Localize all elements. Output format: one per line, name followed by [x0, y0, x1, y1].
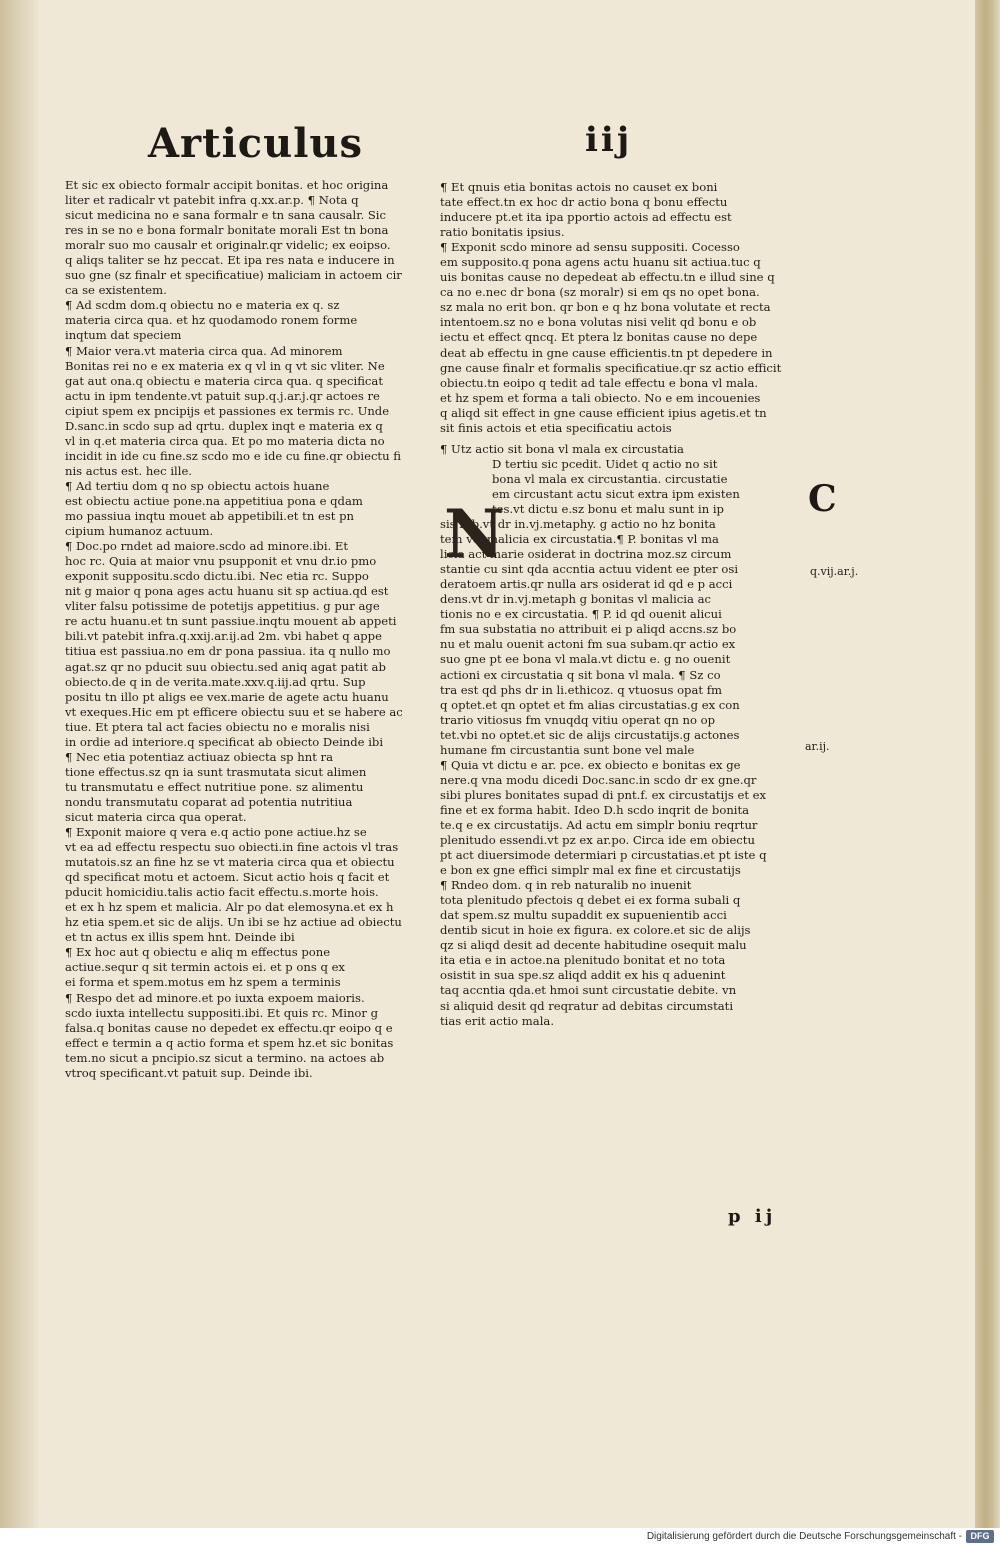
text-line: vt ea ad effectu respectu suo obiecti.in fine actois vl tras [65, 840, 399, 855]
text-line: plenitudo essendi.vt pz ex ar.po. Circa ide em obiectu [440, 833, 755, 848]
text-line: res in se no e bona formalr bonitate morali Est tn bona [65, 223, 389, 238]
article-heading: ¶ Utz actio sit bona vl mala ex circustatia [440, 441, 684, 456]
text-line: actiue.sequr q sit termin actois ei. et p ons q ex [65, 960, 345, 975]
text-line: ¶ Ex hoc aut q obiectu e aliq m effectus pone [65, 945, 331, 960]
text-line: ¶ Nec etia potentiaz actiuaz obiecta sp hnt ra [65, 749, 333, 764]
text-line: pducit homicidiu.talis actio facit effectu.s.morte hois. [65, 885, 379, 900]
text-line: sz mala no erit bon. qr bon e q hz bona volutate et recta [440, 300, 771, 315]
text-line: bona vl mala ex circustantia. circustatie [492, 471, 728, 486]
text-line: fine et ex forma habit. Ideo D.h scdo inqrit de bonita [440, 802, 750, 817]
running-head-left: Articulus [148, 120, 364, 167]
text-line: tias erit actio mala. [440, 1013, 555, 1028]
text-line: obiectu.tn eoipo q tedit ad tale effectu e bona vl mala. [440, 375, 759, 390]
page-edge-stack [975, 0, 1000, 1528]
text-line: dentib sicut in hoie ex figura. ex colore.et sic de alijs [440, 923, 751, 938]
text-line: ¶ Respo det ad minore.et po iuxta expoem maioris. [65, 990, 365, 1005]
text-line: si aliquid desit qd reqratur ad debitas circumstati [440, 998, 734, 1013]
text-line: vl in q.et materia circa qua. Et po mo materia dicta no [65, 433, 385, 448]
text-line: ¶ Quia vt dictu e ar. pce. ex obiecto e bonitas ex ge [440, 757, 741, 772]
text-line: vt exeques.Hic em pt efficere obiectu suu et se habere ac [65, 704, 403, 719]
text-line: deratoem artis.qr nulla ars osiderat id qd e p acci [440, 577, 733, 592]
text-line: osistit in sua spe.sz aliqd addit ex his q aduenint [440, 968, 726, 983]
text-line: tione effectus.sz qn ia sunt trasmutata sicut alimen [65, 764, 367, 779]
margin-note-reference: q.vij.ar.j. [810, 565, 859, 578]
text-line: re actu huanu.et tn sunt passiue.inqtu mouent ab appeti [65, 614, 397, 629]
text-line: vtroq specificant.vt patuit sup. Deinde ibi. [65, 1065, 313, 1080]
dfg-logo: DFG [966, 1530, 994, 1543]
text-line: iectu et effect qncq. Et ptera lz bonitas cause no depe [440, 330, 758, 345]
text-line: em circustant actu sicut extra ipm existen [492, 486, 740, 501]
text-line: tate effect.tn ex hoc dr actio bona q bonu effectu [440, 195, 728, 210]
right-column-top [440, 180, 795, 436]
text-line: gat aut ona.q obiectu e materia circa qua. q specificat [65, 373, 383, 388]
text-line: stantie cu sint qda accntia actuu vident ee pter osi [440, 562, 739, 577]
text-line: effect e termin a q actio forma et spem hz.et sic bonitas [65, 1035, 394, 1050]
signature-mark: p ij [728, 1206, 777, 1227]
text-line: inducere pt.et ita ipa pportio actois ad effectu est [440, 210, 732, 225]
text-line: exponit suppositu.scdo dictu.ibi. Nec etia rc. Suppo [65, 569, 369, 584]
text-line: mutatois.sz an fine hz se vt materia circa qua et obiectu [65, 855, 395, 870]
text-line: sis reb.vt dr in.vj.metaphy. g actio no hz bonita [440, 517, 716, 532]
page-gutter-shadow [0, 0, 40, 1528]
text-line: falsa.q bonitas cause no depedet ex effectu.qr eoipo q e [65, 1020, 393, 1035]
text-line: titiua est passiua.no em dr pona passiua. ita q nullo mo [65, 644, 391, 659]
text-line: nis actus est. hec ille. [65, 463, 192, 478]
funding-credit: Digitalisierung gefördert durch die Deutsche Forschungsgemeinschaft - [646, 1531, 962, 1542]
text-line: q aliqd sit effect in gne cause efficient ipius agetis.et tn [440, 405, 767, 420]
text-line: et tn actus ex illis spem hnt. Deinde ibi [65, 930, 295, 945]
text-line: fm sua substatia no attribuit ei p aliqd accns.sz bo [440, 622, 737, 637]
text-line: agat.sz qr no pducit suu obiectu.sed aniq agat patit ab [65, 659, 386, 674]
text-line: moralr suo mo causalr et originalr.qr videlic; ex eoipso. [65, 238, 391, 253]
right-column-bottom [440, 517, 795, 1029]
text-line: Bonitas rei no e ex materia ex q vl in q vt sic vliter. Ne [65, 358, 385, 373]
text-line: tet.vbi no optet.et sic de alijs circustatijs.g actones [440, 727, 740, 742]
text-line: D tertiu sic pcedit. Uidet q actio no sit [492, 456, 718, 471]
text-line: ei forma et spem.motus em hz spem a terminis [65, 975, 341, 990]
text-line: deat ab effectu in gne cause efficientis.tn pt depedere in [440, 345, 773, 360]
text-line: q optet.et qn optet et fm alias circustatias.g ex con [440, 697, 740, 712]
text-line: incidit in ide cu fine.sz scdo mo e ide cu fine.qr obiectu fi [65, 448, 401, 463]
text-line: tem.no sicut a pncipio.sz sicut a termino. na actoes ab [65, 1050, 385, 1065]
text-line: sit finis actois et etia specificatiu actois [440, 420, 672, 435]
decorated-initial: N [444, 495, 505, 573]
text-line: vliter falsu potissime de potetijs appetitius. g pur age [65, 599, 380, 614]
text-line: nit g maior q pona ages actu huanu sit sp actiua.qd est [65, 584, 389, 599]
text-line: hoc rc. Quia at maior vnu psupponit et vnu dr.io pmo [65, 554, 377, 569]
text-line: nere.q vna modu dicedi Doc.sanc.in scdo dr ex gne.qr [440, 772, 757, 787]
text-line: em supposito.q pona agens actu huanu sit actiua.tuc q [440, 255, 761, 270]
text-line: positu tn illo pt aligs ee vex.marie de agete actu huanu [65, 689, 389, 704]
text-line: in ordie ad interiore.q specificat ab obiecto Deinde ibi [65, 734, 384, 749]
text-line: inqtum dat speciem [65, 328, 182, 343]
text-line: intentoem.sz no e bona volutas nisi velit qd bonu e ob [440, 315, 757, 330]
text-line: ca no e.nec dr bona (sz moralr) si em qs no opet bona. [440, 285, 760, 300]
text-line: liter et radicalr vt patebit infra q.xx.ar.p. ¶ Nota q [65, 193, 359, 208]
margin-note-reference: ar.ij. [805, 740, 830, 753]
right-column [440, 180, 795, 1029]
text-line: ratio bonitatis ipsius. [440, 225, 565, 240]
text-line: dat spem.sz multu supaddit ex supuenientib acci [440, 908, 727, 923]
text-line: sicut medicina no e sana formalr e tn sana causalr. Sic [65, 208, 386, 223]
text-line: tem vel malicia ex circustatia.¶ P. bonitas vl ma [440, 532, 719, 547]
text-line: qz si aliqd desit ad decente habitudine osequit malu [440, 938, 747, 953]
text-line: nu et malu ouenit actoni fm sua subam.qr actio ex [440, 637, 736, 652]
text-line: ¶ Maior vera.vt materia circa qua. Ad minorem [65, 343, 343, 358]
text-line: materia circa qua. et hz quodamodo ronem forme [65, 313, 358, 328]
text-line: ¶ Et qnuis etia bonitas actois no causet ex boni [440, 180, 718, 194]
text-line: obiecto.de q in de verita.mate.xxv.q.iij.ad qrtu. Sup [65, 674, 366, 689]
running-head-right: iij [585, 120, 633, 160]
text-line: ca se existentem. [65, 283, 167, 298]
text-line: tota plenitudo pfectois q debet ei ex forma subali q [440, 893, 741, 908]
text-line: qd specificat motu et actoem. Sicut actio hois q facit et [65, 870, 390, 885]
text-line: sibi plures bonitates supad di pnt.f. ex circustatijs et ex [440, 787, 767, 802]
text-line: gne cause finalr et formalis specificatiue.qr sz actio efficit [440, 360, 782, 375]
text-line: ¶ Exponit scdo minore ad sensu suppositi. Cocesso [440, 240, 740, 255]
text-line: ¶ Doc.po rndet ad maiore.scdo ad minore.ibi. Et [65, 539, 349, 554]
text-line: mo passiua inqtu mouet ab appetibili.et tn est pn [65, 509, 355, 524]
text-line: pt act diuersimode determiari p circustatias.et pt iste q [440, 848, 767, 863]
text-line: et ex h hz spem et malicia. Alr po dat elemosyna.et ex h [65, 900, 394, 915]
text-line: e bon ex gne effici simplr mal ex fine et circustatijs [440, 863, 741, 878]
text-line: tionis no e ex circustatia. ¶ P. id qd ouenit alicui [440, 607, 722, 622]
text-line: dens.vt dr in.vj.metaph g bonitas vl malicia ac [440, 592, 711, 607]
text-line: actioni ex circustatia q sit bona vl mala. ¶ Sz co [440, 667, 721, 682]
text-line: tiue. Et ptera tal act facies obiectu no e moralis nisi [65, 719, 370, 734]
text-line: scdo iuxta intellectu suppositi.ibi. Et quis rc. Minor g [65, 1005, 379, 1020]
text-line: tes.vt dictu e.sz bonu et malu sunt in ip [492, 501, 724, 516]
text-line: bili.vt patebit infra.q.xxij.ar.ij.ad 2m. vbi habet q appe [65, 629, 382, 644]
text-line: cipium humanoz actuum. [65, 524, 214, 539]
text-line: sicut materia circa qua operat. [65, 809, 247, 824]
text-line: trario vitiosus fm vnuqdq vitiu operat qn no op [440, 712, 716, 727]
text-line: ¶ Exponit maiore q vera e.q actio pone actiue.hz se [65, 825, 367, 840]
text-line: humane fm circustantia sunt bone vel male [440, 742, 695, 757]
text-line: tu transmutatu e effect nutritiue pone. sz alimentu [65, 779, 364, 794]
text-line: ¶ Ad tertiu dom q no sp obiectu actois huane [65, 478, 330, 493]
text-line: uis bonitas cause no depedeat ab effectu.tn e illud sine q [440, 270, 775, 285]
text-line: est obiectu actiue pone.na appetitiua pona e qdam [65, 493, 363, 508]
text-line: q aliqs taliter se hz peccat. Et ipa res nata e inducere in [65, 253, 395, 268]
margin-letter: C [808, 478, 837, 520]
text-line: D.sanc.in scdo sup ad qrtu. duplex inqt e materia ex q [65, 418, 383, 433]
text-line: Et sic ex obiecto formalr accipit bonitas. et hoc origina [65, 178, 389, 192]
text-line: suo gne (sz finalr et specificatiue) maliciam in actoem cir [65, 268, 402, 283]
text-line: ¶ Rndeo dom. q in reb naturalib no inuenit [440, 878, 692, 893]
left-column [65, 178, 420, 1081]
text-line: ita etia e in actoe.na plenitudo bonitat et no tota [440, 953, 726, 968]
text-line: hz etia spem.et sic de alijs. Un ibi se hz actiue ad obiectu [65, 915, 402, 930]
text-line: ¶ Ad scdm dom.q obiectu no e materia ex q. sz [65, 298, 340, 313]
text-line: tra est qd phs dr in li.ethicoz. q vtuosus opat fm [440, 682, 723, 697]
text-line: taq accntia qda.et hmoi sunt circustatie debite. vn [440, 983, 737, 998]
text-line: licia act marie osiderat in doctrina moz.sz circum [440, 547, 732, 562]
text-line: et hz spem et forma a tali obiecto. No e em incouenies [440, 390, 761, 405]
text-line: suo gne pt ee bona vl mala.vt dictu e. g no ouenit [440, 652, 731, 667]
text-line: nondu transmutatu coparat ad potentia nutritiua [65, 794, 353, 809]
text-line: actu in ipm tendente.vt patuit sup.q.j.ar.j.qr actoes re [65, 388, 380, 403]
text-line: te.q e ex circustatijs. Ad actu em simplr boniu reqrtur [440, 817, 758, 832]
text-line: cipiut spem ex pncipijs et passiones ex termis rc. Unde [65, 403, 390, 418]
